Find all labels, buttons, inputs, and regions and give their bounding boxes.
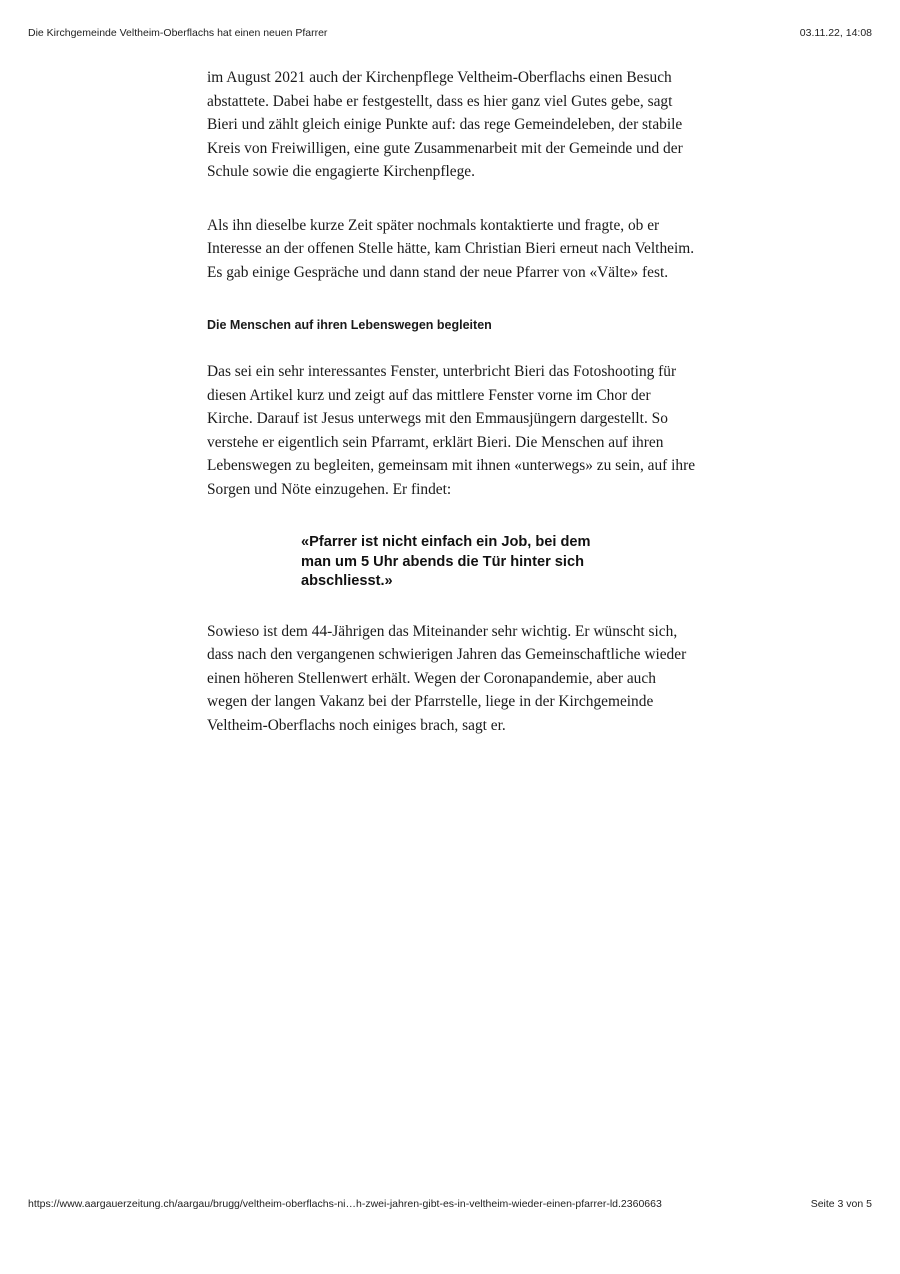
pull-quote: «Pfarrer ist nicht einfach ein Job, bei dem man um 5 Uhr abends die Tür hinter sich abschliesst.» (301, 534, 591, 589)
paragraph-1: im August 2021 auch der Kirchenpflege Veltheim-Oberflachs einen Besuch abstattete. Dabei habe er festgestellt, dass es hier ganz viel Gutes gebe, sagt Bieri und zählt gleich einige Punkte auf: das rege Gemeindeleben, der stabile Kreis von Freiwilligen, eine gute Zusammenarbeit mit der Gemeinde und der Schule sowie die engagierte Kirchenpflege. (207, 69, 683, 180)
paragraph-2: Als ihn dieselbe kurze Zeit später nochmals kontaktierte und fragte, ob er Interesse an der offenen Stelle hätte, kam Christian Bieri erneut nach Veltheim. Es gab einige Gespräche und dann stand der neue Pfarrer von «Välte» fest. (207, 216, 695, 281)
print-footer (28, 1198, 872, 1210)
page-url: https://www.aargauerzeitung.ch/aargau/brugg/veltheim-oberflachs-ni…h-zwei-jahren-gibt-es-in-veltheim-wieder-einen-pfarrer-ld.2360663 (28, 1198, 662, 1210)
section-subheading: Die Menschen auf ihren Lebenswegen begleiten (207, 318, 492, 332)
paragraph-4: Sowieso ist dem 44-Jährigen das Miteinander sehr wichtig. Er wünscht sich, dass nach den vergangenen schwierigen Jahren das Gemeinschaftliche wieder einen höheren Stellenwert erhält. Wegen der Coronapandemie, aber auch wegen der langen Vakanz bei der Pfarrstelle, liege in der Kirchgemeinde Veltheim-Oberflachs noch einiges brach, sagt er. (207, 622, 687, 734)
article-body (207, 66, 697, 737)
print-datetime: 03.11.22, 14:08 (799, 27, 872, 39)
paragraph-3: Das sei ein sehr interessantes Fenster, unterbricht Bieri das Fotoshooting für diesen Artikel kurz und zeigt auf das mittlere Fenster vorne im Chor der Kirche. Darauf ist Jesus unterwegs mit den Emmausjüngern dargestellt. So verstehe er eigentlich sein Pfarramt, erklärt Bieri. Die Menschen auf ihren Lebenswegen zu begleiten, gemeinsam mit ihnen «unterwegs» zu sein, auf ihre Sorgen und Nöte einzugehen. Er findet: (207, 363, 696, 498)
page-number: Seite 3 von 5 (810, 1198, 872, 1210)
document-title: Die Kirchgemeinde Veltheim-Oberflachs hat einen neuen Pfarrer (28, 27, 328, 39)
print-header (28, 27, 872, 39)
